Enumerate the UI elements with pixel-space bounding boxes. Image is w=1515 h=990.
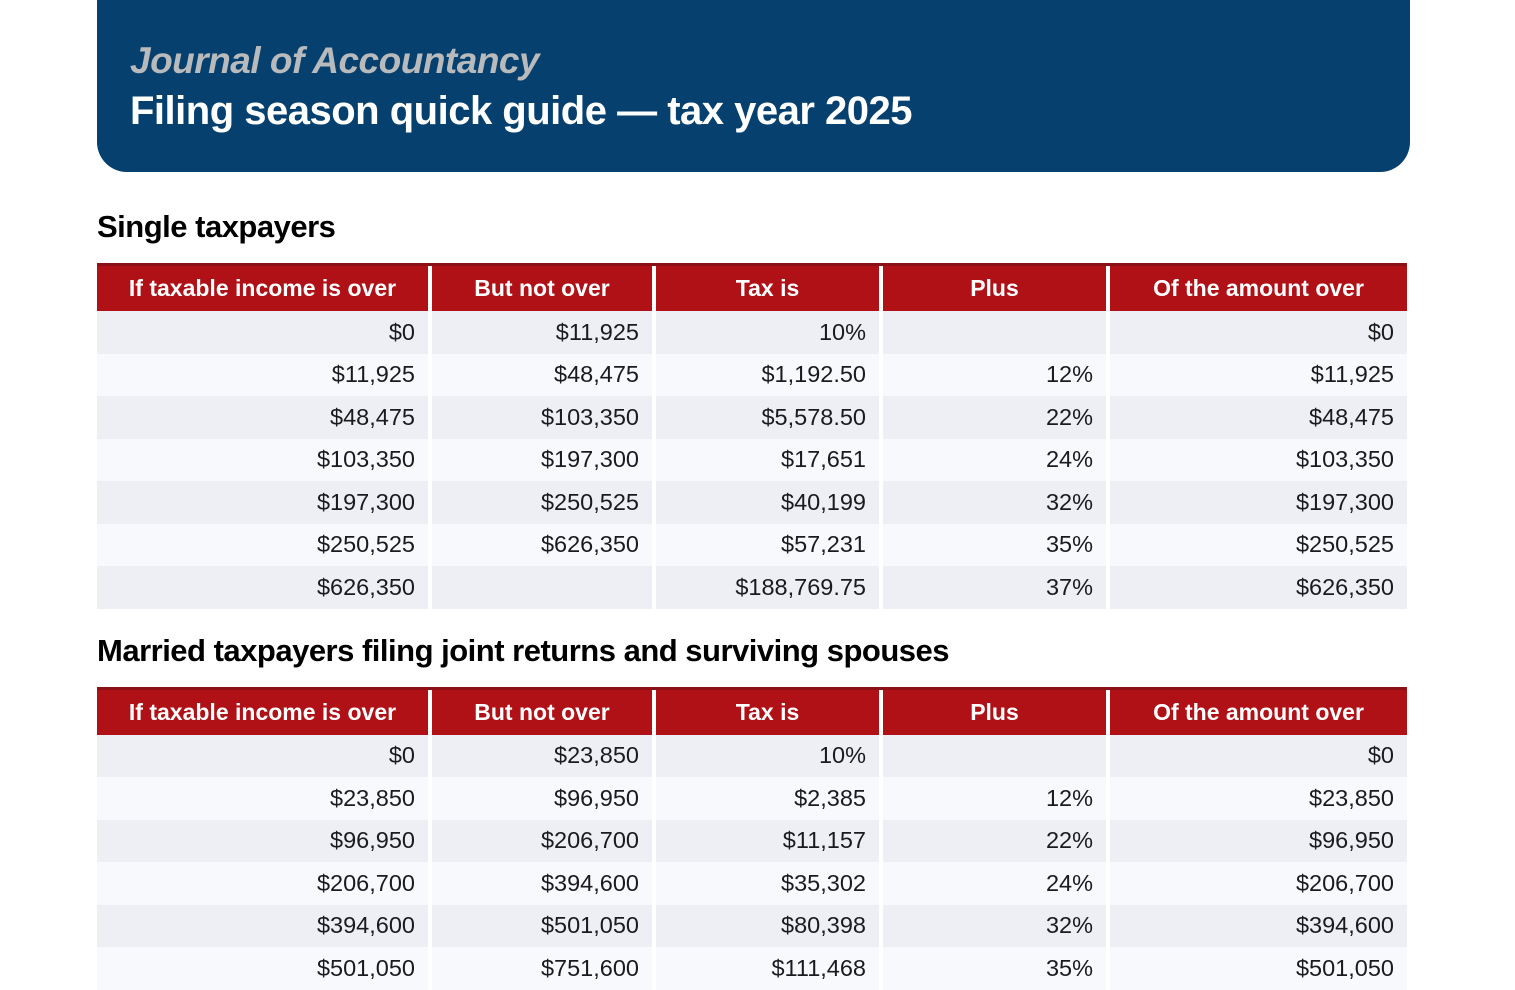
married-joint-table xyxy=(97,687,1407,990)
table-cell: $40,199 xyxy=(656,481,879,524)
table-row xyxy=(97,947,1407,990)
table-cell: $96,950 xyxy=(432,777,652,820)
table-cell: $111,468 xyxy=(656,947,879,990)
table-cell: $626,350 xyxy=(432,524,652,567)
table-row xyxy=(97,905,1407,948)
table-cell xyxy=(432,566,652,609)
table-row xyxy=(97,396,1407,439)
table-cell: $23,850 xyxy=(97,777,428,820)
table-row xyxy=(97,311,1407,354)
table-cell: $48,475 xyxy=(1110,396,1407,439)
table-cell: $0 xyxy=(1110,311,1407,354)
table-cell: $626,350 xyxy=(1110,566,1407,609)
single-taxpayers-table xyxy=(97,263,1407,609)
table-cell: $17,651 xyxy=(656,439,879,482)
table-cell: $501,050 xyxy=(97,947,428,990)
table-cell: $188,769.75 xyxy=(656,566,879,609)
column-header-of-amount-over: Of the amount over xyxy=(1110,690,1407,735)
table-cell: $206,700 xyxy=(432,820,652,863)
table-header-row xyxy=(97,687,1407,735)
table-cell: $0 xyxy=(97,735,428,778)
table-row xyxy=(97,777,1407,820)
table-body xyxy=(97,311,1407,609)
table-cell: 32% xyxy=(883,905,1106,948)
table-cell: $48,475 xyxy=(97,396,428,439)
table-header-row xyxy=(97,263,1407,311)
table-cell: $11,925 xyxy=(432,311,652,354)
section-heading-married-joint: Married taxpayers filing joint returns and surviving spouses xyxy=(97,632,950,668)
table-cell xyxy=(883,311,1106,354)
table-cell: 10% xyxy=(656,311,879,354)
table-cell: $11,157 xyxy=(656,820,879,863)
column-header-plus: Plus xyxy=(883,690,1106,735)
table-cell: 32% xyxy=(883,481,1106,524)
table-cell: 10% xyxy=(656,735,879,778)
section-heading-single-taxpayers: Single taxpayers xyxy=(97,209,336,244)
table-cell: $2,385 xyxy=(656,777,879,820)
table-cell: 22% xyxy=(883,396,1106,439)
column-header-taxable-income-over: If taxable income is over xyxy=(97,690,428,735)
table-cell: $250,525 xyxy=(97,524,428,567)
table-cell: $501,050 xyxy=(432,905,652,948)
table-cell: $103,350 xyxy=(1110,439,1407,482)
table-cell: 12% xyxy=(883,354,1106,397)
table-cell: $197,300 xyxy=(97,481,428,524)
table-row xyxy=(97,439,1407,482)
table-cell: $197,300 xyxy=(432,439,652,482)
table-cell: 22% xyxy=(883,820,1106,863)
table-row xyxy=(97,566,1407,609)
table-body xyxy=(97,735,1407,990)
table-row xyxy=(97,735,1407,778)
page-title: Filing season quick guide — tax year 2025 xyxy=(130,88,913,133)
table-cell: $626,350 xyxy=(97,566,428,609)
table-cell: 24% xyxy=(883,439,1106,482)
table-cell: $96,950 xyxy=(1110,820,1407,863)
table-cell: $11,925 xyxy=(1110,354,1407,397)
table-cell: $394,600 xyxy=(432,862,652,905)
table-cell: 35% xyxy=(883,524,1106,567)
column-header-taxable-income-over: If taxable income is over xyxy=(97,266,428,311)
table-cell: $394,600 xyxy=(1110,905,1407,948)
table-cell: $5,578.50 xyxy=(656,396,879,439)
column-header-but-not-over: But not over xyxy=(432,266,652,311)
column-header-tax-is: Tax is xyxy=(656,690,879,735)
table-cell: $250,525 xyxy=(432,481,652,524)
table-cell: $1,192.50 xyxy=(656,354,879,397)
table-cell: $57,231 xyxy=(656,524,879,567)
table-row xyxy=(97,524,1407,567)
table-cell: 24% xyxy=(883,862,1106,905)
table-cell: 35% xyxy=(883,947,1106,990)
table-cell: 37% xyxy=(883,566,1106,609)
table-cell: $751,600 xyxy=(432,947,652,990)
column-header-tax-is: Tax is xyxy=(656,266,879,311)
table-cell: $23,850 xyxy=(432,735,652,778)
table-cell: $103,350 xyxy=(432,396,652,439)
table-cell xyxy=(883,735,1106,778)
column-header-plus: Plus xyxy=(883,266,1106,311)
table-row xyxy=(97,820,1407,863)
masthead-banner xyxy=(97,0,1410,172)
table-cell: $48,475 xyxy=(432,354,652,397)
table-cell: $501,050 xyxy=(1110,947,1407,990)
column-header-of-amount-over: Of the amount over xyxy=(1110,266,1407,311)
table-cell: $394,600 xyxy=(97,905,428,948)
table-cell: $96,950 xyxy=(97,820,428,863)
table-cell: 12% xyxy=(883,777,1106,820)
table-cell: $206,700 xyxy=(97,862,428,905)
table-row xyxy=(97,354,1407,397)
table-cell: $103,350 xyxy=(97,439,428,482)
table-cell: $0 xyxy=(1110,735,1407,778)
table-cell: $11,925 xyxy=(97,354,428,397)
table-row xyxy=(97,481,1407,524)
publication-logo: Journal of Accountancy xyxy=(130,40,540,81)
table-row xyxy=(97,862,1407,905)
table-cell: $35,302 xyxy=(656,862,879,905)
table-cell: $0 xyxy=(97,311,428,354)
table-cell: $206,700 xyxy=(1110,862,1407,905)
table-cell: $197,300 xyxy=(1110,481,1407,524)
table-cell: $23,850 xyxy=(1110,777,1407,820)
table-cell: $250,525 xyxy=(1110,524,1407,567)
column-header-but-not-over: But not over xyxy=(432,690,652,735)
table-cell: $80,398 xyxy=(656,905,879,948)
main-content xyxy=(97,208,1407,990)
